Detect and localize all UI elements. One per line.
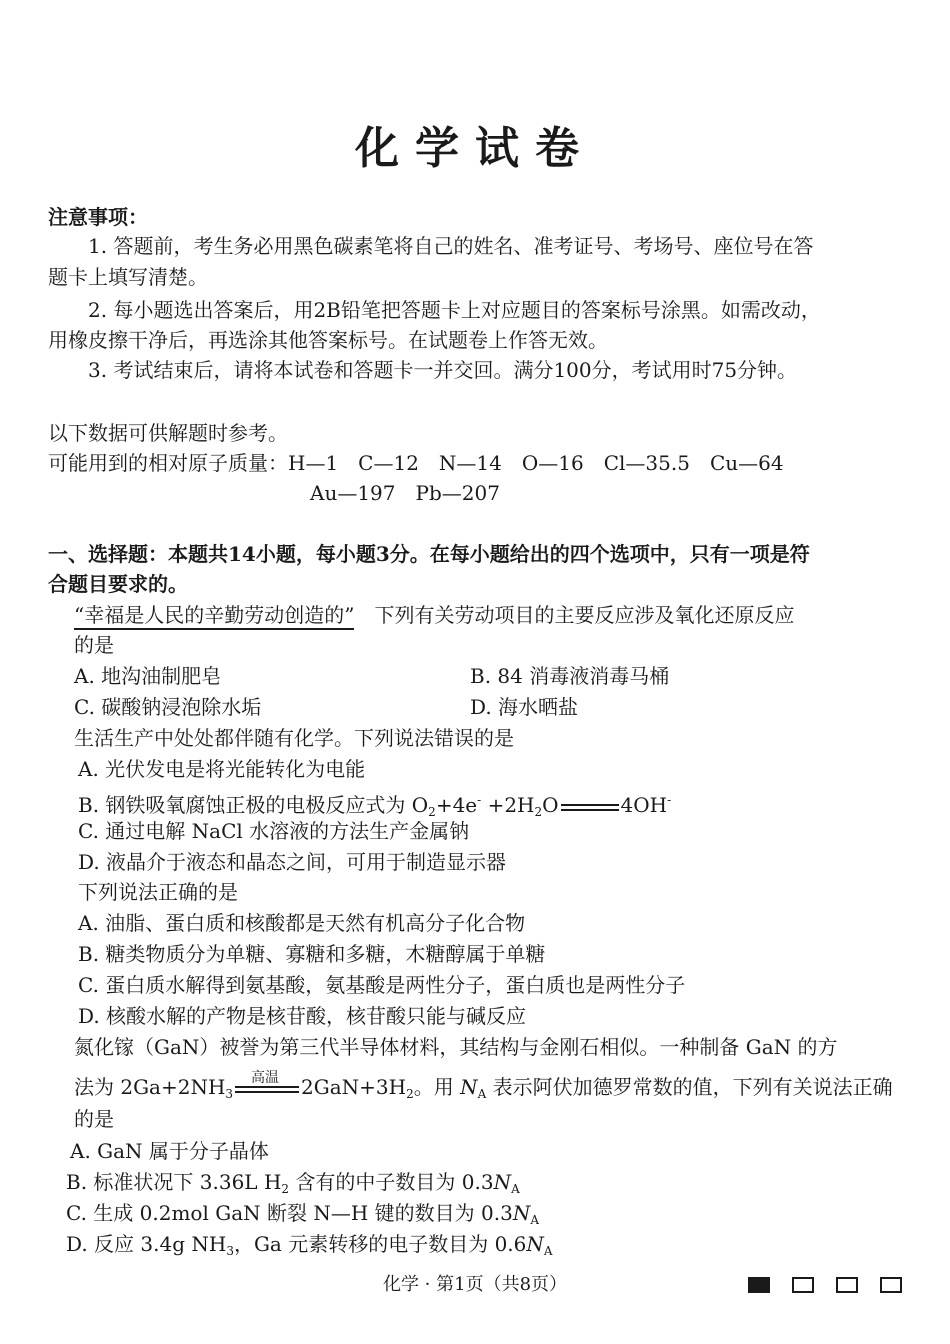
q2-option-b: B. 钢铁吸氧腐蚀正极的电极反应式为 $O_2+4e^- +2H_2O$ 4OH- <box>78 793 672 819</box>
section-heading-cont: 合题目要求的。 <box>48 572 188 596</box>
question-4-stem: 氮化镓（GaN）被誉为第三代半导体材料，其结构与金刚石相似。一种制备 GaN 的方 <box>74 1035 838 1059</box>
q1-option-d: D. 海水晒盐 <box>470 695 579 719</box>
reaction-condition: 高温 <box>251 1069 280 1086</box>
reference-masses-row-1 <box>48 450 784 476</box>
q1-option-c: C. 碳酸钠浸泡除水垢 <box>74 695 262 719</box>
q4-option-a: A. GaN 属于分子晶体 <box>70 1139 269 1163</box>
question-1-stem <box>74 602 794 628</box>
empty-mark <box>792 1277 814 1293</box>
q1-quote: “幸福是人民的辛勤劳动创造的” <box>74 603 354 630</box>
question-4-stem-cont-2: 的是 <box>74 1107 114 1131</box>
q2-option-a: A. 光伏发电是将光能转化为电能 <box>78 757 366 781</box>
question-4-stem-cont: 法为 $2Ga+2NH_3$ 高温 $2GaN+3H_2$。用 $N_A$ 表示阿伏加德罗常数的值，下列有关说法正确 <box>74 1074 893 1107</box>
q3-option-b: B. 糖类物质分为单糖、寡糖和多糖，木糖醇属于单糖 <box>78 942 546 966</box>
q4-option-c: C. 生成 0.2mol GaN 断裂 N—H 键的数目为 $0.3N_A$ <box>66 1201 539 1227</box>
reference-label: 可能用到的相对原子质量： <box>48 451 288 475</box>
q1-option-b: B. 84 消毒液消毒马桶 <box>470 664 670 688</box>
notice-item-2-cont: 用橡皮擦干净后，再选涂其他答案标号。在试题卷上作答无效。 <box>48 328 608 352</box>
page-title: 化学试卷 <box>355 123 595 174</box>
q1-option-a: A. 地沟油制肥皂 <box>74 664 222 688</box>
section-heading: 一、选择题：本题共14小题，每小题3分。在每小题给出的四个选项中，只有一项是符 <box>48 542 810 566</box>
question-2-stem: 生活生产中处处都伴随有化学。下列说法错误的是 <box>74 726 514 750</box>
q2-option-c: C. 通过电解 NaCl 水溶液的方法生产金属钠 <box>78 819 470 843</box>
notice-item-1: 1. 答题前，考生务必用黑色碳素笔将自己的姓名、准考证号、考场号、座位号在答 <box>88 234 814 258</box>
q2-option-d: D. 液晶介于液态和晶态之间，可用于制造显示器 <box>78 850 507 874</box>
question-1-stem-cont: 的是 <box>74 633 114 657</box>
notice-heading: 注意事项： <box>48 205 148 229</box>
q3-option-a: A. 油脂、蛋白质和核酸都是天然有机高分子化合物 <box>78 911 526 935</box>
atomic-masses-1: H—1 C—12 N—14 O—16 Cl—35.5 Cu—64 <box>288 451 784 475</box>
equals-sign <box>561 797 619 817</box>
reference-intro: 以下数据可供解题时参考。 <box>48 421 288 445</box>
q4-option-b: B. 标准状况下 3.36L $H_2$ 含有的中子数目为 $0.3N_A$ <box>66 1170 520 1196</box>
question-3-stem: 下列说法正确的是 <box>78 880 238 904</box>
notice-item-2: 2. 每小题选出答案后，用2B铅笔把答题卡上对应题目的答案标号涂黑。如需改动， <box>88 298 821 322</box>
q1-stem-rest: 下列有关劳动项目的主要反应涉及氧化还原反应 <box>374 603 795 627</box>
filled-mark <box>748 1277 770 1293</box>
reaction-arrow <box>235 1069 299 1099</box>
q3-option-c: C. 蛋白质水解得到氨基酸，氨基酸是两性分子，蛋白质也是两性分子 <box>78 973 686 997</box>
empty-mark <box>836 1277 858 1293</box>
q4-option-d: D. 反应 3.4g $NH_3$，Ga 元素转移的电子数目为 $0.6N_A$ <box>66 1232 553 1258</box>
empty-mark <box>880 1277 902 1293</box>
atomic-masses-2: Au—197 Pb—207 <box>310 481 500 505</box>
page-footer: 化学 · 第1页（共8页） <box>382 1274 568 1295</box>
notice-item-1-cont: 题卡上填写清楚。 <box>48 265 208 289</box>
q3-option-d: D. 核酸水解的产物是核苷酸，核苷酸只能与碱反应 <box>78 1004 527 1028</box>
notice-item-3: 3. 考试结束后，请将本试卷和答题卡一并交回。满分100分，考试用时75分钟。 <box>88 358 798 382</box>
scan-marks <box>748 1277 902 1293</box>
